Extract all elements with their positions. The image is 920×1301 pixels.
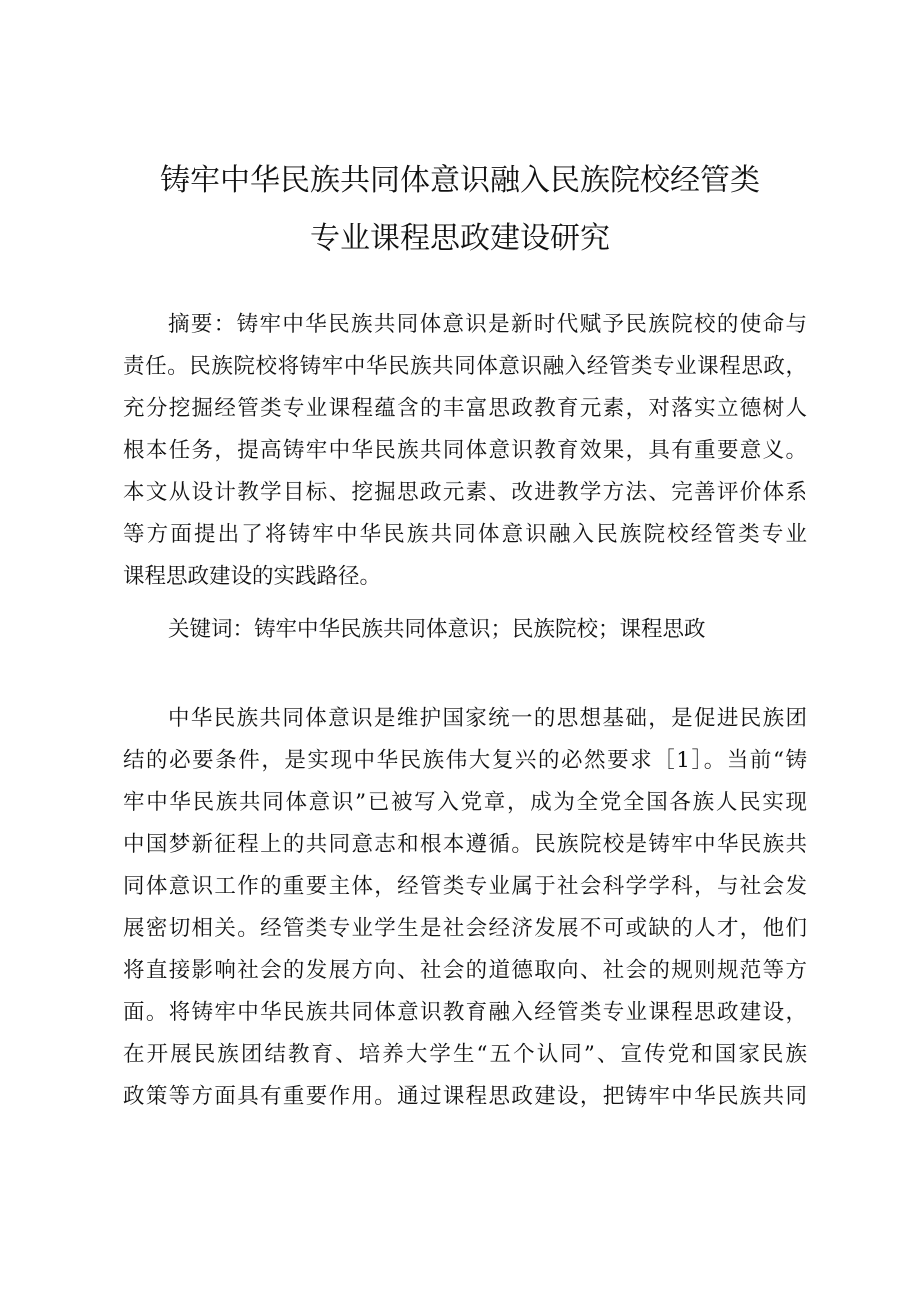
body-line: 同体意识工作的重要主体，经管类专业属于社会科学学科，与社会发 bbox=[123, 874, 807, 899]
keywords-line: 关键词：铸牢中华民族共同体意识；民族院校；课程思政 bbox=[168, 617, 706, 642]
abstract-line: 等方面提出了将铸牢中华民族共同体意识融入民族院校经管类专业 bbox=[123, 522, 807, 547]
body-line: 在开展民族团结教育、培养大学生“五个认同”、宣传党和国家民族 bbox=[123, 1042, 807, 1067]
body-line: 展密切相关。经管类专业学生是社会经济发展不可或缺的人才，他们 bbox=[123, 916, 807, 941]
abstract-line: 本文从设计教学目标、挖掘思政元素、改进教学方法、完善评价体系 bbox=[123, 480, 807, 505]
body-line: 牢中华民族共同体意识”已被写入党章，成为全党全国各族人民实现 bbox=[123, 790, 807, 815]
body-line: 结的必要条件，是实现中华民族伟大复兴的必然要求［1］。当前“铸 bbox=[123, 748, 807, 773]
body-line: 中国梦新征程上的共同意志和根本遵循。民族院校是铸牢中华民族共 bbox=[123, 832, 807, 857]
title-line-1: 铸牢中华民族共同体意识融入民族院校经管类 bbox=[160, 163, 760, 198]
body-line: 将直接影响社会的发展方向、社会的道德取向、社会的规则规范等方 bbox=[123, 958, 807, 983]
abstract-line: 课程思政建设的实践路径。 bbox=[123, 564, 382, 589]
body-line: 面。将铸牢中华民族共同体意识教育融入经管类专业课程思政建设， bbox=[123, 1000, 807, 1025]
title-line-2: 专业课程思政建设研究 bbox=[310, 221, 610, 256]
abstract-line: 责任。民族院校将铸牢中华民族共同体意识融入经管类专业课程思政， bbox=[123, 354, 807, 379]
body-line: 中华民族共同体意识是维护国家统一的思想基础，是促进民族团 bbox=[168, 706, 807, 731]
body-line: 政策等方面具有重要作用。通过课程思政建设，把铸牢中华民族共同 bbox=[123, 1084, 807, 1109]
abstract-line: 充分挖掘经管类专业课程蕴含的丰富思政教育元素，对落实立德树人 bbox=[123, 396, 807, 421]
abstract-line: 摘要：铸牢中华民族共同体意识是新时代赋予民族院校的使命与 bbox=[168, 312, 807, 337]
abstract-line: 根本任务，提高铸牢中华民族共同体意识教育效果，具有重要意义。 bbox=[123, 438, 807, 463]
